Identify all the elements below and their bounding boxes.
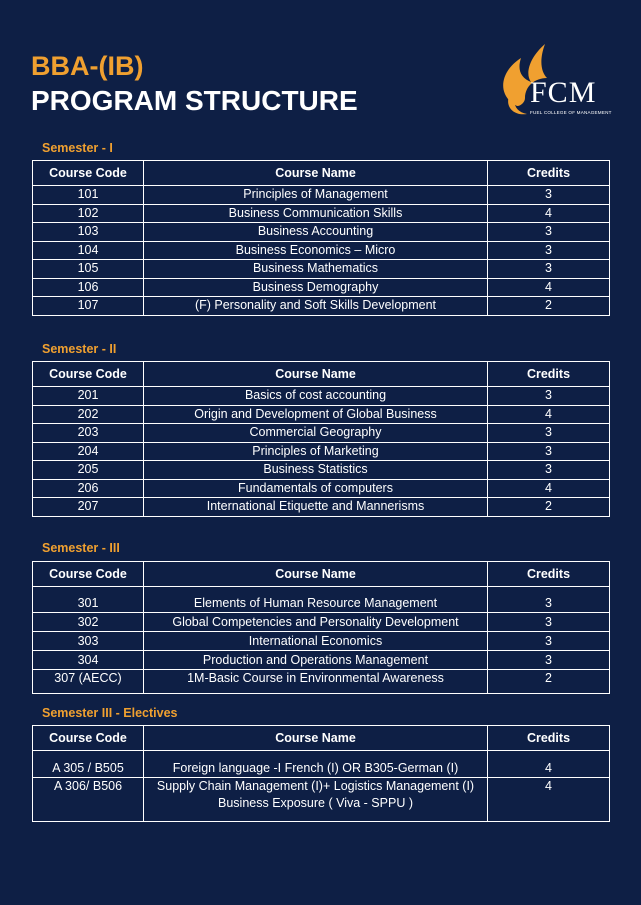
course-name: Fundamentals of computers	[144, 479, 488, 498]
course-name: Business Accounting	[144, 223, 488, 242]
semester-2-title: Semester - II	[42, 342, 117, 356]
course-code: 307 (AECC)	[33, 670, 144, 694]
table-row	[33, 405, 610, 424]
column-header-name: Course Name	[144, 362, 488, 387]
table-row	[33, 651, 610, 670]
course-name: Business Demography	[144, 278, 488, 297]
semester-3-electives-title: Semester III - Electives	[42, 706, 178, 720]
table-row	[33, 778, 610, 822]
course-credits: 3	[488, 424, 610, 443]
course-name: Foreign language -I French (I) OR B305-German (I)	[144, 751, 488, 778]
course-code: 206	[33, 479, 144, 498]
course-code: 105	[33, 260, 144, 279]
course-code: 304	[33, 651, 144, 670]
course-credits: 4	[488, 405, 610, 424]
table-row	[33, 278, 610, 297]
column-header-code: Course Code	[33, 161, 144, 186]
column-header-credits: Credits	[488, 161, 610, 186]
course-name: Business Statistics	[144, 461, 488, 480]
semester-3-title: Semester - III	[42, 541, 120, 555]
course-credits: 3	[488, 241, 610, 260]
course-name: Business Economics – Micro	[144, 241, 488, 260]
logo-subtitle: FUEL COLLEGE OF MANAGEMENT	[530, 110, 612, 115]
course-credits: 3	[488, 260, 610, 279]
table-row	[33, 587, 610, 613]
table-row	[33, 424, 610, 443]
column-header-credits: Credits	[488, 726, 610, 751]
course-name: Origin and Development of Global Business	[144, 405, 488, 424]
table-row	[33, 751, 610, 778]
table-row	[33, 241, 610, 260]
course-code: 103	[33, 223, 144, 242]
column-header-name: Course Name	[144, 726, 488, 751]
course-code: A 305 / B505	[33, 751, 144, 778]
column-header-code: Course Code	[33, 362, 144, 387]
semester-1-title: Semester - I	[42, 141, 113, 155]
column-header-name: Course Name	[144, 161, 488, 186]
course-name: (F) Personality and Soft Skills Development	[144, 297, 488, 316]
course-code: 106	[33, 278, 144, 297]
course-name: Supply Chain Management (I)+ Logistics Management (I)	[156, 779, 475, 793]
table-row	[33, 297, 610, 316]
course-code: A 306/ B506	[33, 778, 144, 822]
table-row	[33, 461, 610, 480]
table-row	[33, 204, 610, 223]
column-header-name: Course Name	[144, 562, 488, 587]
course-credits: 4	[488, 751, 610, 778]
course-code: 302	[33, 613, 144, 632]
course-name: Principles of Marketing	[144, 442, 488, 461]
table-header-row	[33, 362, 610, 387]
course-code: 205	[33, 461, 144, 480]
program-title: BBA-(IB)	[31, 51, 144, 81]
course-code: 107	[33, 297, 144, 316]
course-name-line-2: Business Exposure ( Viva - SPPU )	[218, 796, 413, 810]
course-credits: 3	[488, 613, 610, 632]
course-credits: 4	[488, 778, 610, 822]
course-name: Commercial Geography	[144, 424, 488, 443]
table-row	[33, 260, 610, 279]
table-row	[33, 479, 610, 498]
course-credits: 3	[488, 587, 610, 613]
table-row	[33, 186, 610, 205]
course-name: Basics of cost accounting	[144, 387, 488, 406]
course-credits: 2	[488, 498, 610, 517]
course-name: Principles of Management	[144, 186, 488, 205]
structure-title: PROGRAM STRUCTURE	[31, 85, 358, 116]
course-name: Business Mathematics	[144, 260, 488, 279]
column-header-credits: Credits	[488, 362, 610, 387]
logo-name: FCM	[530, 76, 597, 109]
course-credits: 3	[488, 442, 610, 461]
course-code: 104	[33, 241, 144, 260]
table-header-row	[33, 726, 610, 751]
course-code: 201	[33, 387, 144, 406]
semester-3-table	[32, 561, 610, 694]
course-code: 101	[33, 186, 144, 205]
course-name: Business Communication Skills	[144, 204, 488, 223]
course-name: Production and Operations Management	[144, 651, 488, 670]
course-credits: 3	[488, 651, 610, 670]
course-credits: 3	[488, 461, 610, 480]
table-header-row	[33, 562, 610, 587]
course-code: 203	[33, 424, 144, 443]
table-header-row	[33, 161, 610, 186]
course-code: 303	[33, 632, 144, 651]
course-name-cell	[144, 778, 488, 822]
course-credits: 4	[488, 479, 610, 498]
table-row	[33, 442, 610, 461]
column-header-code: Course Code	[33, 726, 144, 751]
course-credits: 3	[488, 632, 610, 651]
course-code: 207	[33, 498, 144, 517]
course-code: 301	[33, 587, 144, 613]
column-header-code: Course Code	[33, 562, 144, 587]
table-row	[33, 498, 610, 517]
course-name: Global Competencies and Personality Development	[144, 613, 488, 632]
course-credits: 3	[488, 186, 610, 205]
table-row	[33, 387, 610, 406]
table-row	[33, 632, 610, 651]
column-header-credits: Credits	[488, 562, 610, 587]
course-credits: 3	[488, 223, 610, 242]
course-code: 202	[33, 405, 144, 424]
course-name: 1M-Basic Course in Environmental Awareness	[144, 670, 488, 694]
electives-table	[32, 725, 610, 822]
table-row	[33, 223, 610, 242]
course-credits: 3	[488, 387, 610, 406]
course-code: 204	[33, 442, 144, 461]
semester-2-table	[32, 361, 610, 517]
course-credits: 4	[488, 278, 610, 297]
course-name: Elements of Human Resource Management	[144, 587, 488, 613]
semester-1-table	[32, 160, 610, 316]
course-credits: 2	[488, 670, 610, 694]
course-name: International Economics	[144, 632, 488, 651]
course-credits: 4	[488, 204, 610, 223]
course-credits: 2	[488, 297, 610, 316]
course-name: International Etiquette and Mannerisms	[144, 498, 488, 517]
table-row	[33, 613, 610, 632]
course-code: 102	[33, 204, 144, 223]
table-row	[33, 670, 610, 694]
